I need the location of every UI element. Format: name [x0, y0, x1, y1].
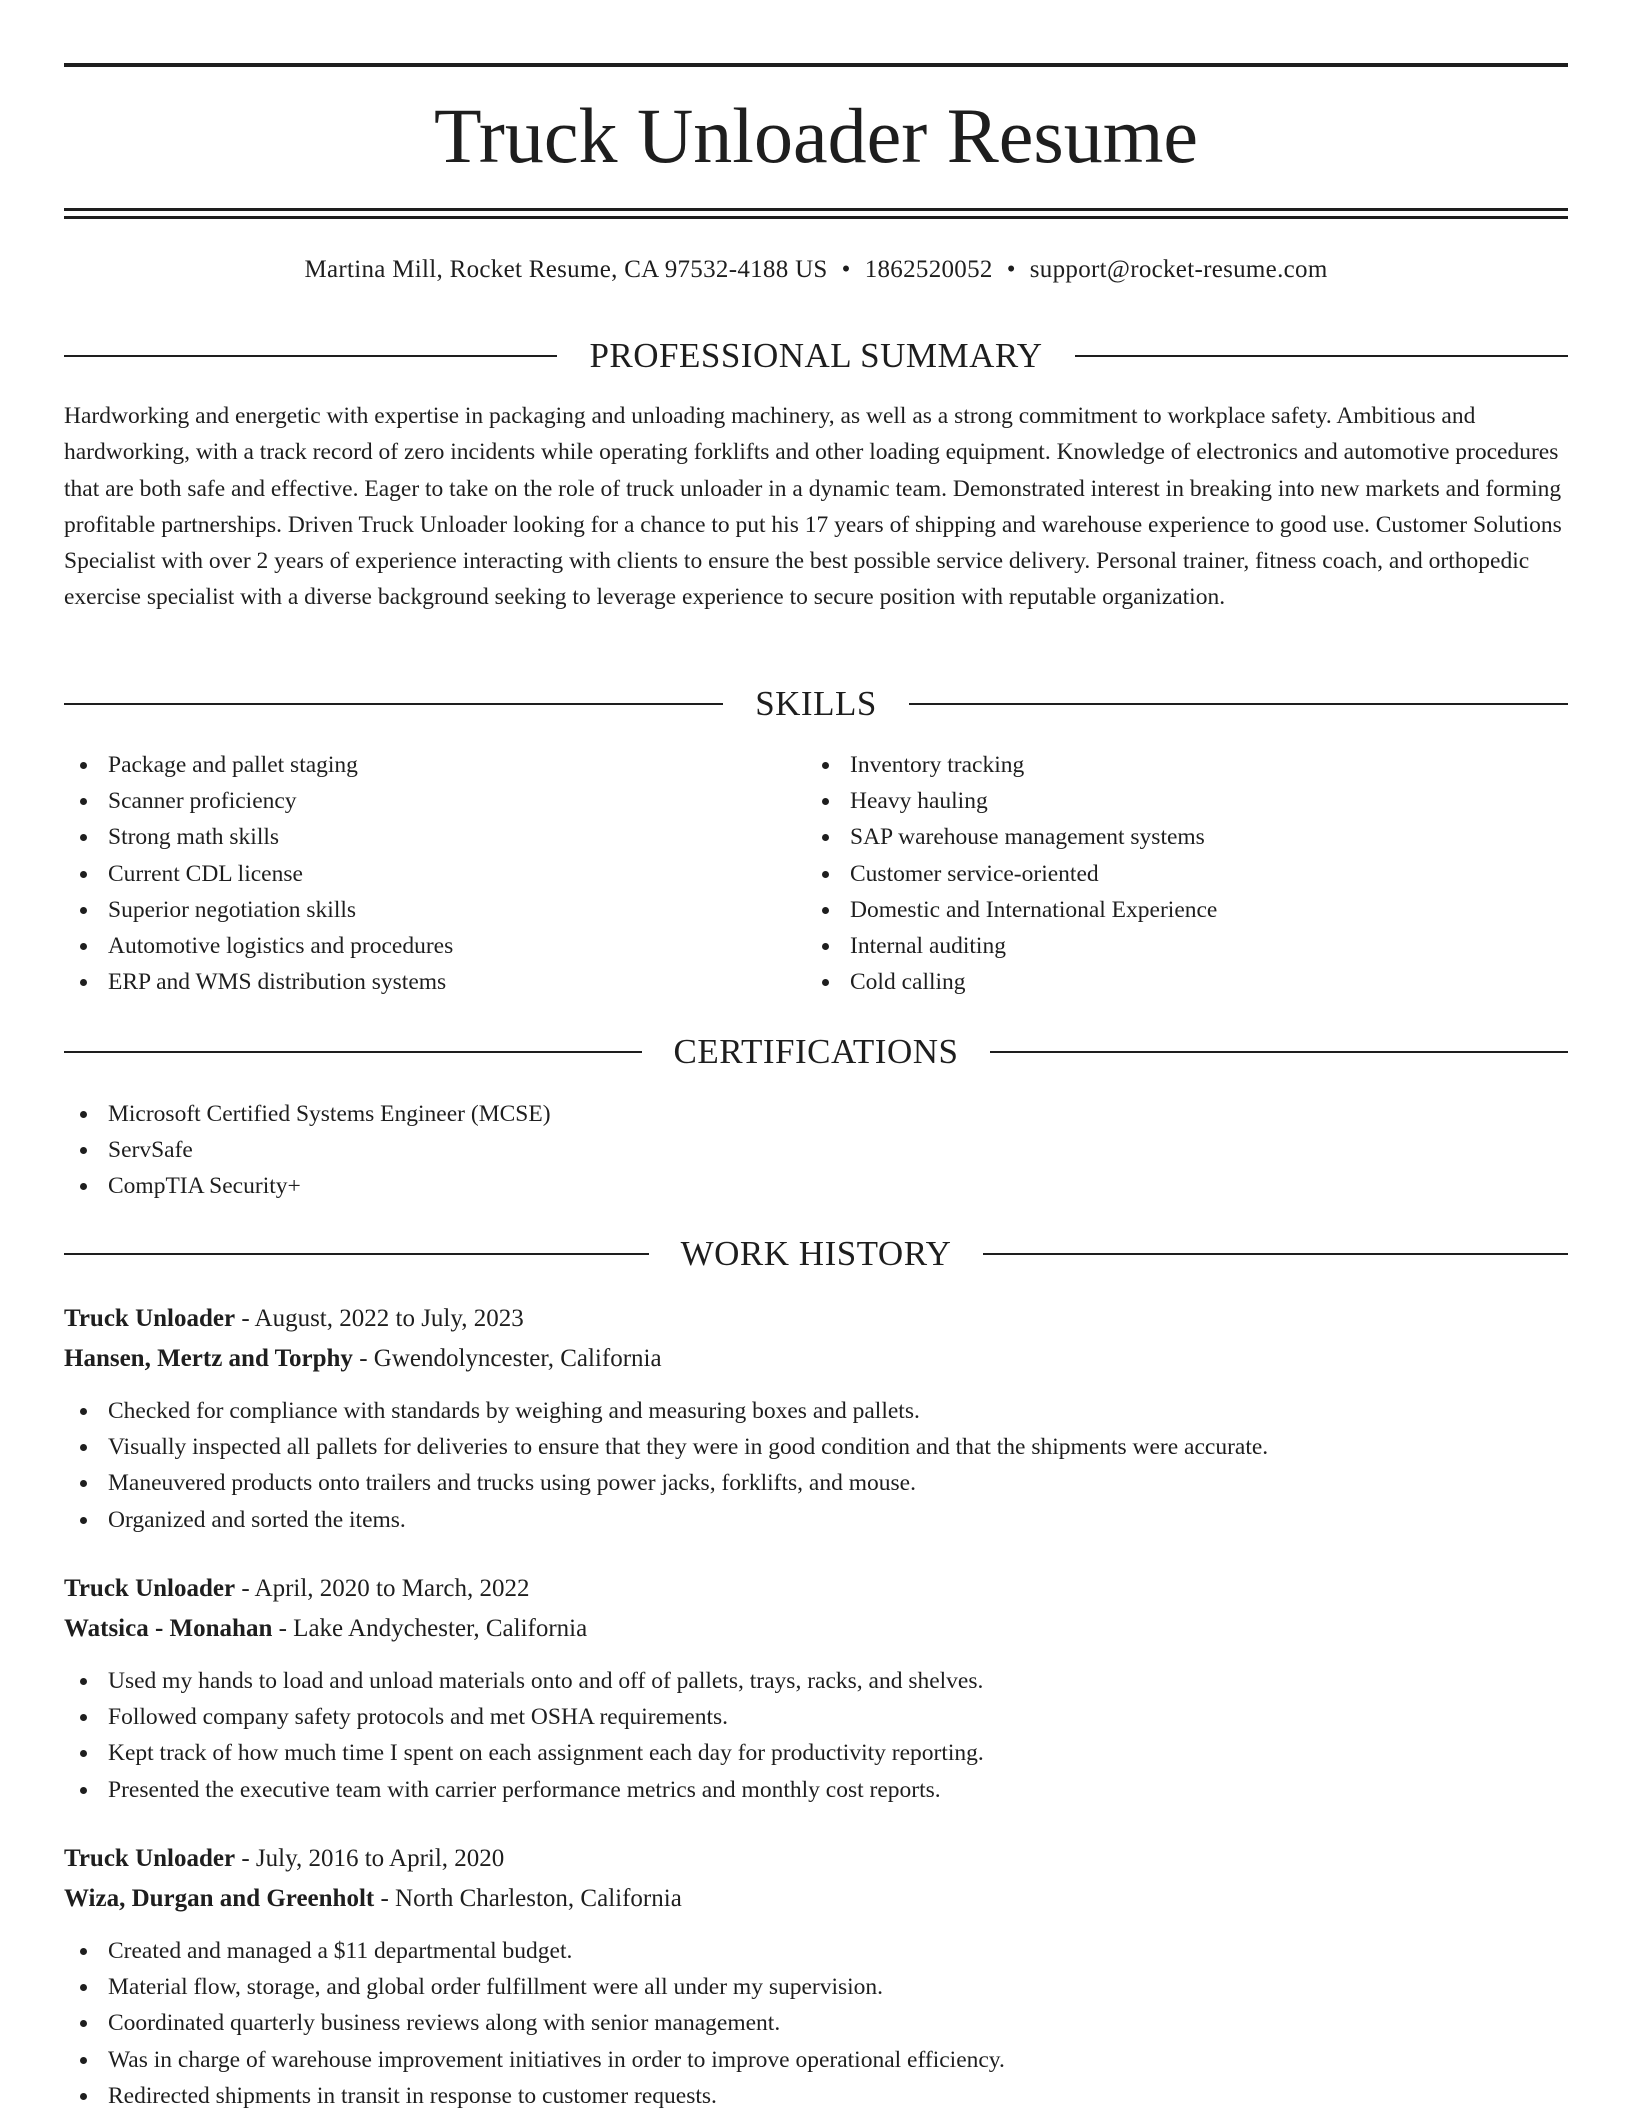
section-rule [909, 703, 1568, 705]
contact-phone: 1862520052 [864, 256, 993, 283]
section-title: PROFESSIONAL SUMMARY [589, 336, 1043, 375]
job-dates: - August, 2022 to July, 2023 [235, 1305, 524, 1332]
skill-item: Current CDL license [64, 856, 453, 892]
skill-item: Heavy hauling [806, 783, 1217, 819]
job-duties-list [64, 1393, 1268, 1538]
job-duty-item: Coordinated quarterly business reviews along with senior management. [64, 2005, 1005, 2041]
job-duty-item: Kept track of how much time I spent on each assignment each day for productivity reporting. [64, 1735, 984, 1771]
job-duty-item: Used my hands to load and unload materials onto and off of pallets, trays, racks, and shelves. [64, 1663, 984, 1699]
job-title: Truck Unloader [64, 1575, 236, 1602]
job-company-line [64, 1880, 682, 1918]
section-rule [64, 703, 723, 705]
job-title-line [64, 1570, 530, 1608]
contact-address: Martina Mill, Rocket Resume, CA 97532-4188 US [304, 256, 828, 283]
job-duties-list [64, 1933, 1005, 2114]
certification-item: CompTIA Security+ [64, 1168, 551, 1204]
job-duty-item: Redirected shipments in transit in response to customer requests. [64, 2078, 1005, 2114]
skill-item: Internal auditing [806, 928, 1217, 964]
skill-item: Package and pallet staging [64, 747, 453, 783]
job-dates: - July, 2016 to April, 2020 [235, 1845, 505, 1872]
skills-list-right [806, 747, 1217, 1000]
job-duties-list [64, 1663, 984, 1808]
section-title: SKILLS [755, 684, 877, 723]
job-duty-item: Checked for compliance with standards by weighing and measuring boxes and pallets. [64, 1393, 1268, 1429]
job-duty-item: Created and managed a $11 departmental budget. [64, 1933, 1005, 1969]
section-rule [64, 1051, 642, 1053]
skill-item: Domestic and International Experience [806, 892, 1217, 928]
skills-list-left [64, 747, 453, 1000]
job-company: Watsica - Monahan [64, 1615, 273, 1642]
skill-item: Customer service-oriented [806, 856, 1217, 892]
skill-item: Automotive logistics and procedures [64, 928, 453, 964]
skill-item: Strong math skills [64, 819, 453, 855]
job-duty-item: Maneuvered products onto trailers and trucks using power jacks, forklifts, and mouse. [64, 1465, 1268, 1501]
job-company: Hansen, Mertz and Torphy [64, 1345, 353, 1372]
certifications-list [64, 1096, 551, 1205]
contact-line [64, 252, 1568, 288]
job-location: - Gwendolyncester, California [352, 1345, 662, 1372]
title-rule-lower [64, 216, 1568, 219]
section-rule [983, 1253, 1568, 1255]
resume-title: Truck Unloader Resume [433, 92, 1198, 179]
skill-item: SAP warehouse management systems [806, 819, 1217, 855]
section-title: CERTIFICATIONS [673, 1032, 959, 1071]
job-duty-item: Presented the executive team with carrier performance metrics and monthly cost reports. [64, 1772, 984, 1808]
summary-paragraph: Hardworking and energetic with expertise in packaging and unloading machinery, as well as a strong commitment to workplace safety. Ambitious and hardworking, with a track record of zero incidents while operating forklifts and other loading equipment. Knowledge of electronics and automotive procedures that are both safe and effective. Eager to take on the role of truck unloader in a dynamic team. Demonstrated interest in breaking into new markets and forming profitable partnerships. Driven Truck Unloader looking for a chance to put his 17 years of shipping and warehouse experience to good use. Customer Solutions Specialist with over 2 years of experience interacting with clients to ensure the best possible service delivery. Personal trainer, fitness coach, and orthopedic exercise specialist with a diverse background seeking to leverage experience to secure position with reputable organization. [64, 403, 1562, 611]
job-title-line [64, 1300, 524, 1338]
job-duty-item: Was in charge of warehouse improvement initiatives in order to improve operational efficiency. [64, 2042, 1005, 2078]
job-duty-item: Material flow, storage, and global order fulfillment were all under my supervision. [64, 1969, 1005, 2005]
section-header-summary [64, 334, 1568, 378]
job-duty-item: Organized and sorted the items. [64, 1502, 1268, 1538]
job-company: Wiza, Durgan and Greenholt [64, 1885, 375, 1912]
section-header-work-history [64, 1232, 1568, 1276]
skill-item: Superior negotiation skills [64, 892, 453, 928]
job-location: - North Charleston, California [374, 1885, 682, 1912]
job-company-line [64, 1610, 587, 1648]
skill-item: Cold calling [806, 964, 1217, 1000]
section-rule [990, 1051, 1568, 1053]
section-title: WORK HISTORY [680, 1234, 952, 1273]
section-rule [64, 355, 557, 357]
job-title: Truck Unloader [64, 1845, 236, 1872]
job-title-line [64, 1840, 504, 1878]
contact-separator: • [841, 256, 851, 283]
section-header-certifications [64, 1030, 1568, 1074]
section-header-skills [64, 682, 1568, 726]
section-rule [1075, 355, 1568, 357]
job-duty-item: Visually inspected all pallets for deliveries to ensure that they were in good condition and that the shipments were accurate. [64, 1429, 1268, 1465]
job-dates: - April, 2020 to March, 2022 [235, 1575, 530, 1602]
certification-item: Microsoft Certified Systems Engineer (MCSE) [64, 1096, 551, 1132]
section-rule [64, 1253, 649, 1255]
certification-item: ServSafe [64, 1132, 551, 1168]
skill-item: Inventory tracking [806, 747, 1217, 783]
job-duty-item: Followed company safety protocols and met OSHA requirements. [64, 1699, 984, 1735]
skill-item: Scanner proficiency [64, 783, 453, 819]
skill-item: ERP and WMS distribution systems [64, 964, 453, 1000]
contact-separator: • [1006, 256, 1016, 283]
job-title: Truck Unloader [64, 1305, 236, 1332]
contact-email: support@rocket-resume.com [1029, 256, 1328, 283]
job-company-line [64, 1340, 662, 1378]
job-location: - Lake Andychester, California [272, 1615, 588, 1642]
title-rule-upper [64, 208, 1568, 211]
top-rule [64, 63, 1568, 67]
